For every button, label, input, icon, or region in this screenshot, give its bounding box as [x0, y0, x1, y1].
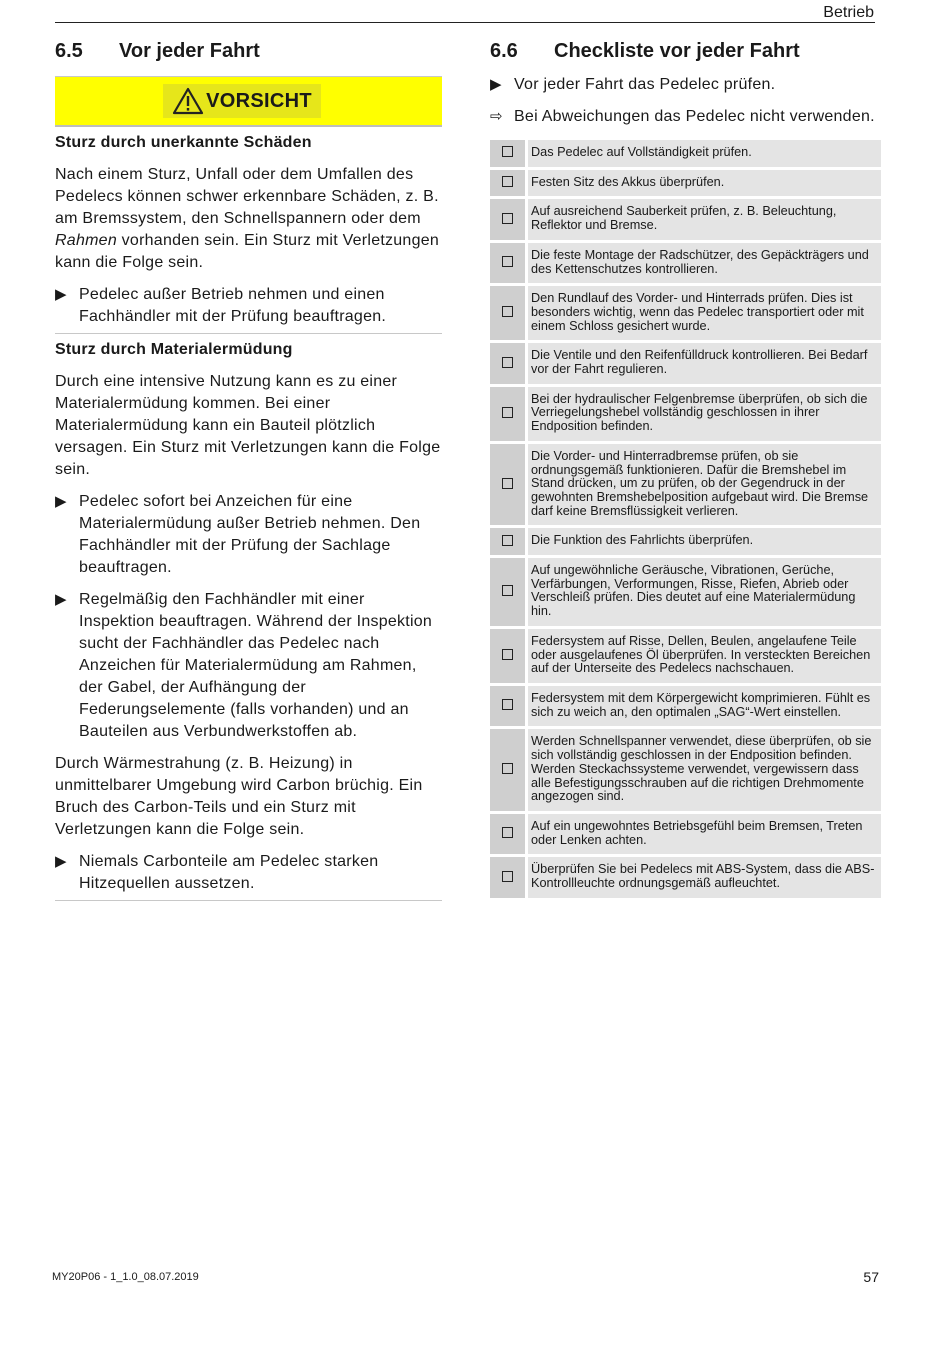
- action-item: [55, 851, 442, 895]
- checkbox-icon[interactable]: [502, 176, 513, 187]
- warning-banner: [55, 76, 442, 127]
- checklist-item-text: Federsystem auf Risse, Dellen, Beulen, angelaufene Teile oder ausgelaufenes Öl überprüfen. In versteckten Bereichen auf der Unterseite des Pedelecs nachschauen.: [527, 627, 882, 684]
- warning-label: VORSICHT: [206, 89, 312, 112]
- checklist-row: [490, 856, 881, 899]
- checklist-item-text: Das Pedelec auf Vollständigkeit prüfen.: [527, 140, 882, 168]
- checkbox-icon[interactable]: [502, 146, 513, 157]
- checklist-item-text: Überprüfen Sie bei Pedelecs mit ABS-System, dass die ABS-Kontrollleuchte ordnungsgemäß aufleuchtet.: [527, 856, 882, 899]
- instruction-text: Vor jeder Fahrt das Pedelec prüfen.: [514, 76, 776, 93]
- checkbox-icon[interactable]: [502, 306, 513, 317]
- checkbox-cell: [490, 442, 527, 527]
- footer-document-id: MY20P06 - 1_1.0_08.07.2019: [52, 1271, 199, 1283]
- checklist-item-text: Die Vorder- und Hinterradbremse prüfen, ob sie ordnungsgemäß funktionieren. Dafür die Bremshebel im Stand drücken, um zu prüfen, ob der Gegendruck in der gewohnten Bremshebelposition aufgebaut wird. Die Bremse darf keine Bremsflüssigkeit verlieren.: [527, 442, 882, 527]
- checklist-row: [490, 812, 881, 855]
- checklist-row: [490, 342, 881, 385]
- checkbox-cell: [490, 856, 527, 899]
- section-number: 6.5: [55, 39, 83, 62]
- checklist-row: [490, 728, 881, 813]
- action-text: Pedelec sofort bei Anzeichen für eine Materialermüdung außer Betrieb nehmen. Den Fachhändler mit der Prüfung der Sachlage beauftragen.: [79, 493, 421, 576]
- checkbox-cell: [490, 140, 527, 168]
- checklist-item-text: Bei der hydraulischer Felgenbremse überprüfen, ob sich die Verriegelungshebel vollständig geschlossen in ihrer Endposition befinden.: [527, 385, 882, 442]
- triangle-bullet-icon: ▶: [55, 493, 67, 510]
- checkbox-icon[interactable]: [502, 649, 513, 660]
- checklist-item-text: Die Ventile und den Reifenfülldruck kontrollieren. Bei Bedarf vor der Fahrt regulieren.: [527, 342, 882, 385]
- hazard-heading-undetected-damage: Sturz durch unerkannte Schäden: [55, 134, 312, 151]
- checklist-item-text: Auf ausreichend Sauberkeit prüfen, z. B. Beleuchtung, Reflektor und Bremse.: [527, 198, 882, 241]
- section-title: [490, 36, 881, 66]
- checklist-item-text: Die feste Montage der Radschützer, des Gepäckträgers und des Kettenschutzes kontrollieren.: [527, 241, 882, 284]
- paragraph-carbon: Durch Wärmestrahung (z. B. Heizung) in unmittelbarer Umgebung wird Carbon brüchig. Ein Bruch des Carbon-Teils und ein Sturz mit Verletzungen kann die Folge sein.: [55, 755, 423, 838]
- checklist-row: [490, 140, 881, 168]
- action-text: Pedelec außer Betrieb nehmen und einen Fachhändler mit der Prüfung beauftragen.: [79, 286, 387, 325]
- checklist-row: [490, 442, 881, 527]
- checkbox-icon[interactable]: [502, 256, 513, 267]
- checkbox-cell: [490, 627, 527, 684]
- section-6-6: [490, 36, 881, 901]
- action-item: [55, 491, 442, 579]
- checkbox-cell: [490, 728, 527, 813]
- paragraph-text: Nach einem Sturz, Unfall oder dem Umfallen des Pedelecs können schwer erkennbare Schäden, z. B. am Bremssystem, den Schnellspannern oder dem: [55, 166, 439, 227]
- action-item: [55, 284, 442, 328]
- paragraph-fatigue: Durch eine intensive Nutzung kann es zu einer Materialermüdung kommen. Bei einer Materialermüdung kann ein Bauteil plötzlich versagen. Ein Sturz mit Verletzungen kann die Folge sein.: [55, 373, 441, 478]
- instruction-item: [490, 74, 881, 96]
- action-text: Niemals Carbonteile am Pedelec starken Hitzequellen aussetzen.: [79, 853, 379, 892]
- triangle-bullet-icon: ▶: [55, 286, 67, 303]
- checkbox-icon[interactable]: [502, 478, 513, 489]
- triangle-bullet-icon: ▶: [490, 76, 502, 93]
- checklist-row: [490, 627, 881, 684]
- divider: [55, 900, 442, 901]
- checklist-item-text: Den Rundlauf des Vorder- und Hinterrads prüfen. Dies ist besonders wichtig, wenn das Pedelec transportiert oder mit einem Schloss gesichert wurde.: [527, 285, 882, 342]
- checklist-item-text: Auf ein ungewohntes Betriebsgefühl beim Bremsen, Treten oder Lenken achten.: [527, 812, 882, 855]
- section-number: 6.6: [490, 39, 518, 62]
- action-text: Regelmäßig den Fachhändler mit einer Inspektion beauftragen. Während der Inspektion sucht der Fachhändler das Pedelec nach Anzeichen für Materialermüdung am Rahmen, der Gabel, der Aufhängung der Federungselemente (falls vorhanden) und an Bauteilen aus Verbundwerkstoffen ab.: [79, 591, 433, 740]
- checkbox-cell: [490, 527, 527, 557]
- triangle-bullet-icon: ▶: [55, 591, 67, 608]
- checklist-row: [490, 527, 881, 557]
- checklist-row: [490, 385, 881, 442]
- warning-triangle-icon: [172, 87, 204, 115]
- checkbox-icon[interactable]: [502, 585, 513, 596]
- checklist-row: [490, 684, 881, 727]
- checkbox-cell: [490, 168, 527, 198]
- checklist-item-text: Die Funktion des Fahrlichts überprüfen.: [527, 527, 882, 557]
- checklist-row: [490, 168, 881, 198]
- divider: [55, 333, 442, 334]
- warning-label-box: [163, 84, 321, 118]
- checkbox-cell: [490, 241, 527, 284]
- triangle-bullet-icon: ▶: [55, 853, 67, 870]
- checkbox-icon[interactable]: [502, 535, 513, 546]
- checkbox-icon[interactable]: [502, 763, 513, 774]
- checklist-row: [490, 198, 881, 241]
- checkbox-icon[interactable]: [502, 699, 513, 710]
- paragraph-damage: [55, 164, 442, 274]
- checkbox-cell: [490, 198, 527, 241]
- result-arrow-icon: ⇨: [490, 108, 503, 125]
- result-item: [490, 106, 881, 128]
- checklist-row: [490, 557, 881, 628]
- emphasis-frame: Rahmen: [55, 232, 117, 249]
- checkbox-cell: [490, 557, 527, 628]
- section-6-5: [55, 36, 442, 901]
- result-text: Bei Abweichungen das Pedelec nicht verwenden.: [514, 108, 875, 125]
- checkbox-cell: [490, 812, 527, 855]
- paragraph-text: vorhanden sein. Ein Sturz mit Verletzungen kann die Folge sein.: [55, 232, 440, 271]
- header-rule: [55, 22, 875, 23]
- section-heading: Checkliste vor jeder Fahrt: [554, 39, 800, 62]
- section-heading: Vor jeder Fahrt: [119, 39, 260, 62]
- checkbox-cell: [490, 285, 527, 342]
- checkbox-cell: [490, 684, 527, 727]
- checklist-row: [490, 285, 881, 342]
- checkbox-icon[interactable]: [502, 871, 513, 882]
- checkbox-icon[interactable]: [502, 827, 513, 838]
- checklist-table: [490, 140, 881, 901]
- action-item: [55, 589, 442, 743]
- checkbox-cell: [490, 385, 527, 442]
- checkbox-icon[interactable]: [502, 357, 513, 368]
- checklist-row: [490, 241, 881, 284]
- checklist-item-text: Auf ungewöhnliche Geräusche, Vibrationen, Gerüche, Verfärbungen, Verformungen, Risse, Riefen, Abrieb oder Verschleiß prüfen. Dies deutet auf eine Materialermüdung hin.: [527, 557, 882, 628]
- checkbox-cell: [490, 342, 527, 385]
- footer-page-number: 57: [863, 1269, 879, 1285]
- checklist-item-text: Festen Sitz des Akkus überprüfen.: [527, 168, 882, 198]
- checkbox-icon[interactable]: [502, 407, 513, 418]
- checkbox-icon[interactable]: [502, 213, 513, 224]
- hazard-heading-material-fatigue: Sturz durch Materialermüdung: [55, 341, 293, 358]
- section-title: [55, 36, 442, 66]
- checklist-item-text: Werden Schnellspanner verwendet, diese überprüfen, ob sie sich vollständig geschlossen in der Endposition befinden. Werden Steckachssysteme verwendet, vergewissern dass alle Befestigungsschrauben auf die richtigen Drehmomente angezogen sind.: [527, 728, 882, 813]
- header-section-title: Betrieb: [823, 4, 874, 21]
- checklist-item-text: Federsystem mit dem Körpergewicht komprimieren. Fühlt es sich zu weich an, den optimalen „SAG“-Wert einstellen.: [527, 684, 882, 727]
